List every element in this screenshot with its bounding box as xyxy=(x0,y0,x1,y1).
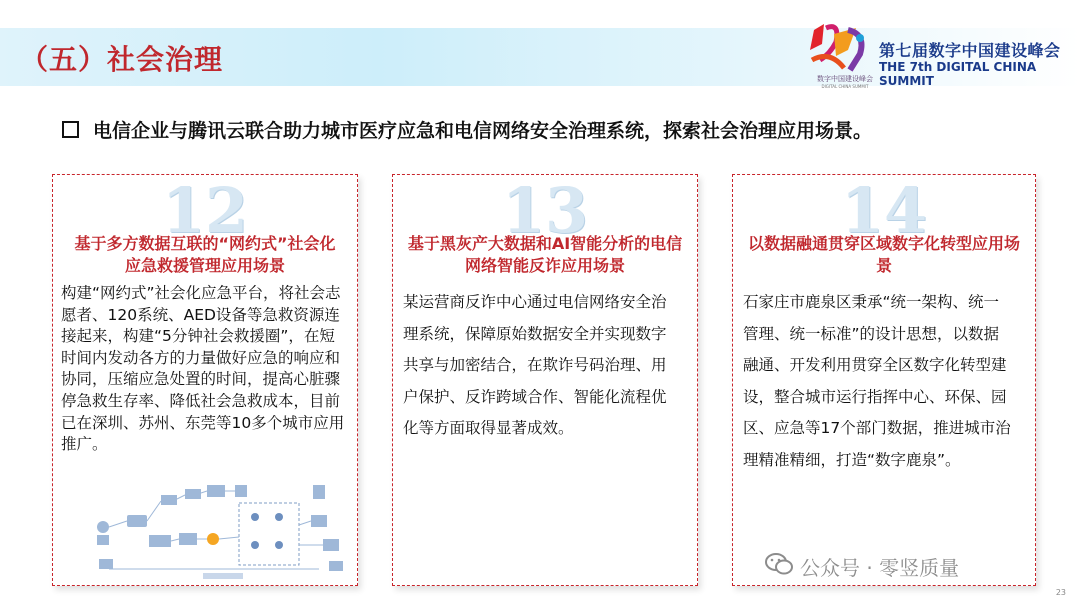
logo-subtitle: 数字中国建设峰会 xyxy=(817,75,873,83)
card-title: 基于黑灰产大数据和AI智能分析的电信网络智能反诈应用场景 xyxy=(407,234,683,275)
card-number: 14 xyxy=(840,174,928,247)
card-number: 12 xyxy=(161,174,249,247)
card-body: 石家庄市鹿泉区秉承“统一架构、统一管理、统一标准”的设计思想，以数据融通、开发利用贯穿全区数字化转型建设，整合城市运行指挥中心、环保、园区、应急等17个部门数据，推进城市治理精准精细，打造“数字鹿泉”。 xyxy=(743,293,1011,469)
scenario-card-12 xyxy=(52,174,358,586)
scenario-card-14 xyxy=(732,174,1036,586)
wechat-icon xyxy=(765,552,795,576)
card-body: 某运营商反诈中心通过电信网络安全治理系统，保障原始数据安全并实现数字共享与加密结合，在欺诈号码治理、用户保护、反诈跨域合作、智能化流程优化等方面取得显著成效。 xyxy=(403,293,667,437)
page-number: 23 xyxy=(1055,588,1066,597)
card-number: 13 xyxy=(501,174,589,247)
section-title: （五）社会治理 xyxy=(20,43,224,76)
intro-statement xyxy=(62,116,872,143)
scenario-card-13 xyxy=(392,174,698,586)
card-title: 基于多方数据互联的“网约式”社会化应急救援管理应用场景 xyxy=(74,234,336,275)
intro-text: 电信企业与腾讯云联合助力城市医疗应急和电信网络安全治理系统，探索社会治理应用场景。 xyxy=(93,120,873,142)
summit-title-cn: 第七届数字中国建设峰会 xyxy=(879,41,1061,60)
square-bullet-icon xyxy=(62,121,79,138)
emergency-flow-diagram-icon xyxy=(89,475,359,583)
watermark-text: 公众号 · 零竖质量 xyxy=(800,556,960,580)
logo-subtitle-en: DIGITAL CHINA SUMMIT xyxy=(821,84,869,89)
card-title: 以数据融通贯穿区域数字化转型应用场景 xyxy=(747,234,1020,275)
summit-title-en: THE 7th DIGITAL CHINA SUMMIT xyxy=(879,60,1037,88)
card-body: 构建“网约式”社会化应急平台，将社会志愿者、120系统、AED设备等急救资源连接起来，构建“5分钟社会救援圈”，在短时间内发动各方的力量做好应急的响应和协同，压缩应急处置的时间，提高心脏骤停急救生存率、降低社会急救成本，目前已在深圳、苏州、东莞等10多个城市应用推广。 xyxy=(61,284,345,454)
